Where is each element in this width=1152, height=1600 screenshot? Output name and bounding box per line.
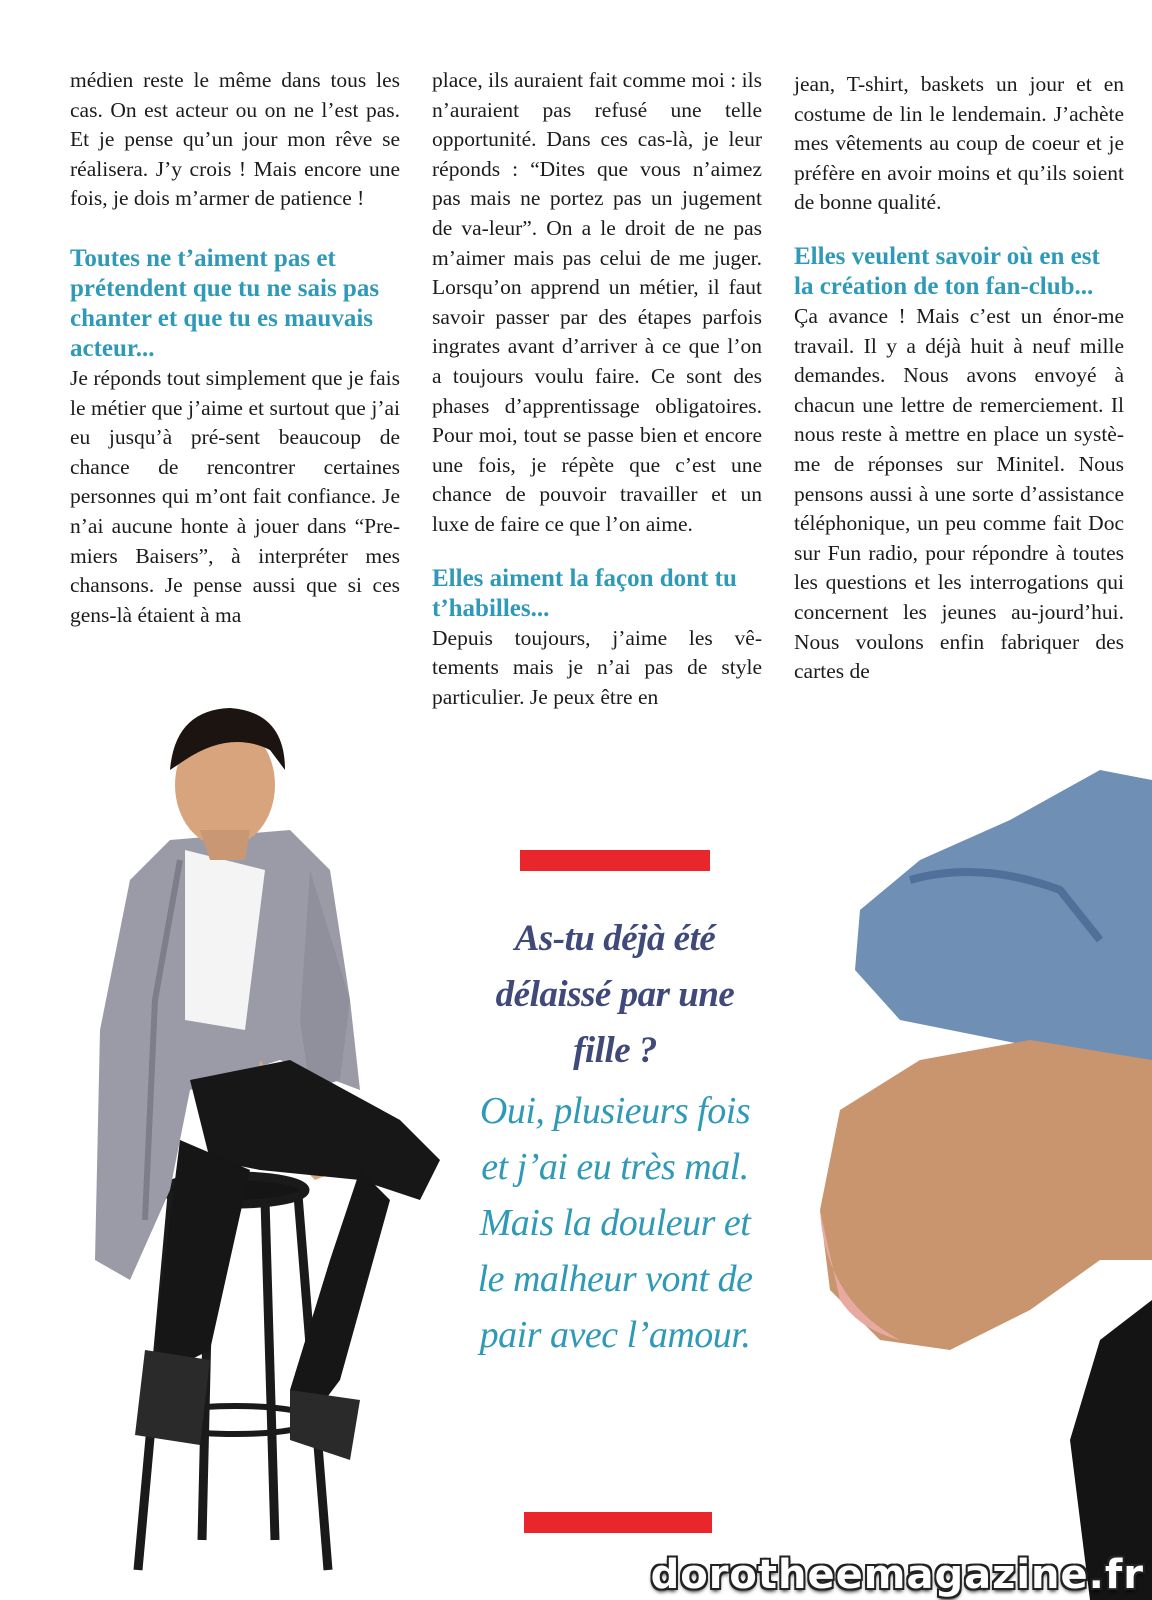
sleeve-closeup-photo (800, 740, 1152, 1600)
paragraph: Je réponds tout simplement que je fais le métier que j’aime et surtout que j’ai eu jusqu’à pré-sent beaucoup de chance de rencontrer certaines personnes qui m’ont fait confiance. Je n’ai aucune honte à jouer dans “Pre-miers Baisers”, à interpréter mes chansons. Je pense aussi que si ces gens-là étaient à ma (70, 365, 400, 627)
site-watermark: dorotheemagazine.fr (650, 1552, 1144, 1598)
man-on-stool-photo (60, 700, 480, 1580)
pull-quote (470, 850, 760, 1363)
text-column-1 (70, 66, 400, 630)
accent-bar-top (520, 850, 710, 871)
paragraph: jean, T-shirt, baskets un jour et en costume de lin le lendemain. J’achète mes vêtements au coup de coeur et je préfère en avoir moins et qu’ils soient de bonne qualité. (794, 72, 1124, 215)
paragraph: place, ils auraient fait comme moi : ils n’auraient pas refusé une telle opportunité. Dans ces cas-là, je leur réponds : “Dites que vous n’aimez pas mais ne portez pas un jugement de va-leur”. On a le droit de ne pas m’aimer mais pas celui de me juger. Lorsqu’on apprend un métier, il faut savoir passer par des étapes parfois ingrates avant d’arriver à ce que l’on a toujours voulu faire. Ce sont des phases d’apprentissage obligatoires. Pour moi, tout se passe bien et encore une fois, je répète que c’est une chance de pouvoir travailler et un luxe de faire ce que l’on aime. (432, 68, 762, 536)
accent-bar-bottom (524, 1512, 712, 1533)
paragraph: Depuis toujours, j’aime les vê-tements mais je n’ai pas de style particulier. Je peux être en (432, 625, 762, 709)
interview-question: Elles veulent savoir où en est la création de ton fan-club... (794, 242, 1100, 300)
text-column-3 (794, 70, 1124, 687)
paragraph: Ça avance ! Mais c’est un énor-me travail. Il y a déjà huit à neuf mille demandes. Nous avons envoyé à chacun une lettre de remerciement. Il nous reste à mettre en place un systè-me de réponses sur Minitel. Nous pensons aussi à une sorte d’assistance téléphonique, un peu comme fait Doc sur Fun radio, pour répondre à toutes les questions et les interrogations qui concernent les jeunes au-jourd’hui. Nous voulons enfin fabriquer des cartes de (794, 303, 1124, 684)
interview-question: Toutes ne t’aiment pas et prétendent que tu ne sais pas chanter et que tu es mauvais acteur... (70, 244, 380, 362)
text-column-2 (432, 66, 762, 712)
pull-quote-answer: Oui, plusieurs fois et j’ai eu très mal. Mais la douleur et le malheur vont de pair avec l’amour. (477, 1090, 753, 1356)
interview-question: Elles aiment la façon dont tu t’habilles... (432, 564, 737, 622)
pull-quote-question: As-tu déjà été délaissé par une fille ? (495, 918, 735, 1071)
paragraph: médien reste le même dans tous les cas. On est acteur ou on ne l’est pas. Et je pense qu’un jour mon rêve se réalisera. J’y crois ! Mais encore une fois, je dois m’armer de patience ! (70, 68, 400, 211)
